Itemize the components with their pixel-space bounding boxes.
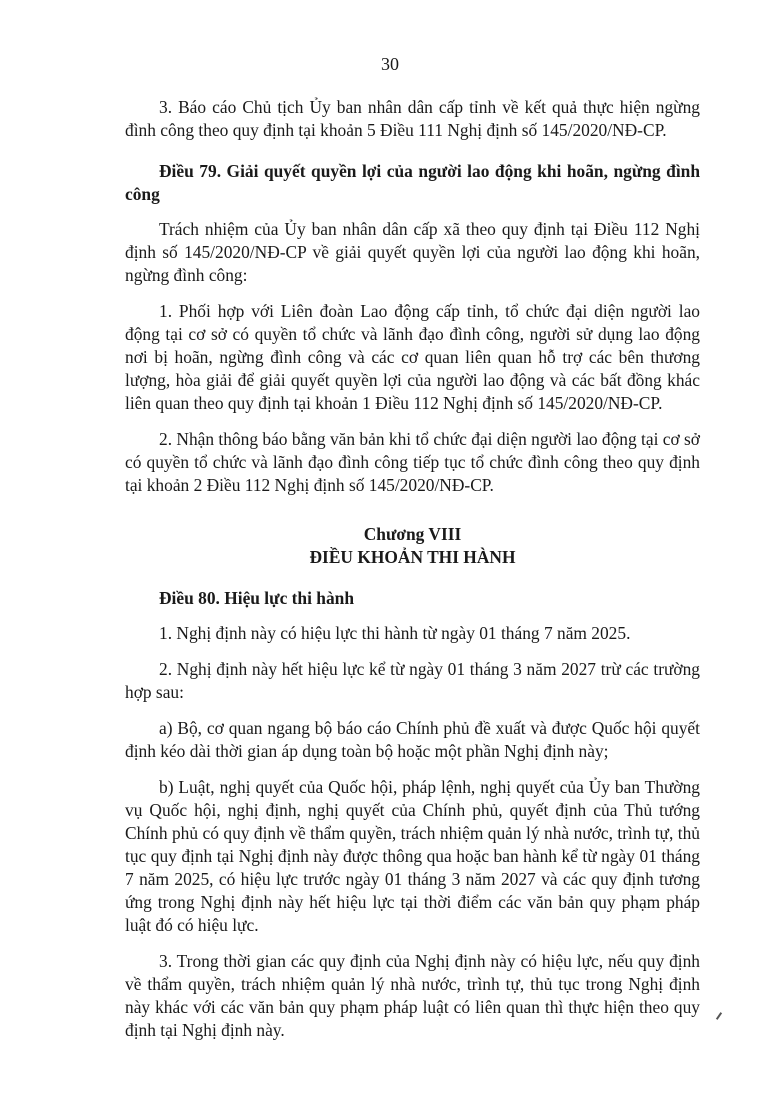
paragraph-exception-b: b) Luật, nghị quyết của Quốc hội, pháp lệnh, nghị quyết của Ủy ban Thường vụ Quốc hội, nghị định, nghị quyết của Chính phủ, quyết định của Thủ tướng Chính phủ có quy định về thẩm quyền, trách nhiệm quản lý nhà nước, trình tự, thủ tục quy định tại Nghị định này được thông qua hoặc ban hành kể từ ngày 01 tháng 7 năm 2025, có hiệu lực trước ngày 01 tháng 3 năm 2027 và các quy định tương ứng trong Nghị định này hết hiệu lực tại thời điểm các văn bản quy phạm pháp luật đó có hiệu lực. [125,777,700,935]
paragraph-exception-a: a) Bộ, cơ quan ngang bộ báo cáo Chính phủ đề xuất và được Quốc hội quyết định kéo dài thời gian áp dụng toàn bộ hoặc một phần Nghị định này; [125,718,700,761]
paragraph-commune-responsibility: Trách nhiệm của Ủy ban nhân dân cấp xã theo quy định tại Điều 112 Nghị định số 145/2020/NĐ-CP về giải quyết quyền lợi của người lao động khi hoãn, ngừng đình công: [125,219,700,285]
article-80-heading: Điều 80. Hiệu lực thi hành [159,588,354,608]
chapter-heading [125,523,700,569]
paragraph-expiry: 2. Nghị định này hết hiệu lực kể từ ngày 01 tháng 3 năm 2027 trừ các trường hợp sau: [125,659,700,702]
chapter-title: ĐIỀU KHOẢN THI HÀNH [309,547,516,567]
paragraph-conflict-rule: 3. Trong thời gian các quy định của Nghị định này có hiệu lực, nếu quy định về thẩm quyền, trách nhiệm quản lý nhà nước, trình tự, thủ tục trong Nghị định này khác với các văn bản quy phạm pháp luật có liên quan thì thực hiện theo quy định tại Nghị định này. [125,951,700,1040]
scan-mark [716,1012,722,1020]
document-body [125,96,700,1055]
chapter-label: Chương VIII [363,524,462,544]
paragraph-item-1-coordinate: 1. Phối hợp với Liên đoàn Lao động cấp tỉnh, tổ chức đại diện người lao động tại cơ sở có quyền tổ chức và lãnh đạo đình công, người sử dụng lao động nơi bị hoãn, ngừng đình công và các cơ quan liên quan hỗ trợ các bên thương lượng, hòa giải để giải quyết quyền lợi của người lao động và các bất đồng khác liên quan theo quy định tại khoản 1 Điều 112 Nghị định số 145/2020/NĐ-CP. [125,301,700,413]
paragraph-effective-date: 1. Nghị định này có hiệu lực thi hành từ ngày 01 tháng 7 năm 2025. [159,623,631,643]
paragraph-item-2-notification: 2. Nhận thông báo bằng văn bản khi tổ chức đại diện người lao động tại cơ sở có quyền tổ chức và lãnh đạo đình công tiếp tục tổ chức đình công theo quy định tại khoản 2 Điều 112 Nghị định số 145/2020/NĐ-CP. [125,429,700,495]
paragraph-report-result: 3. Báo cáo Chủ tịch Ủy ban nhân dân cấp tỉnh về kết quả thực hiện ngừng đình công theo quy định tại khoản 5 Điều 111 Nghị định số 145/2020/NĐ-CP. [125,97,700,140]
page-number: 30 [381,54,399,74]
article-79-heading: Điều 79. Giải quyết quyền lợi của người lao động khi hoãn, ngừng đình công [125,161,700,204]
